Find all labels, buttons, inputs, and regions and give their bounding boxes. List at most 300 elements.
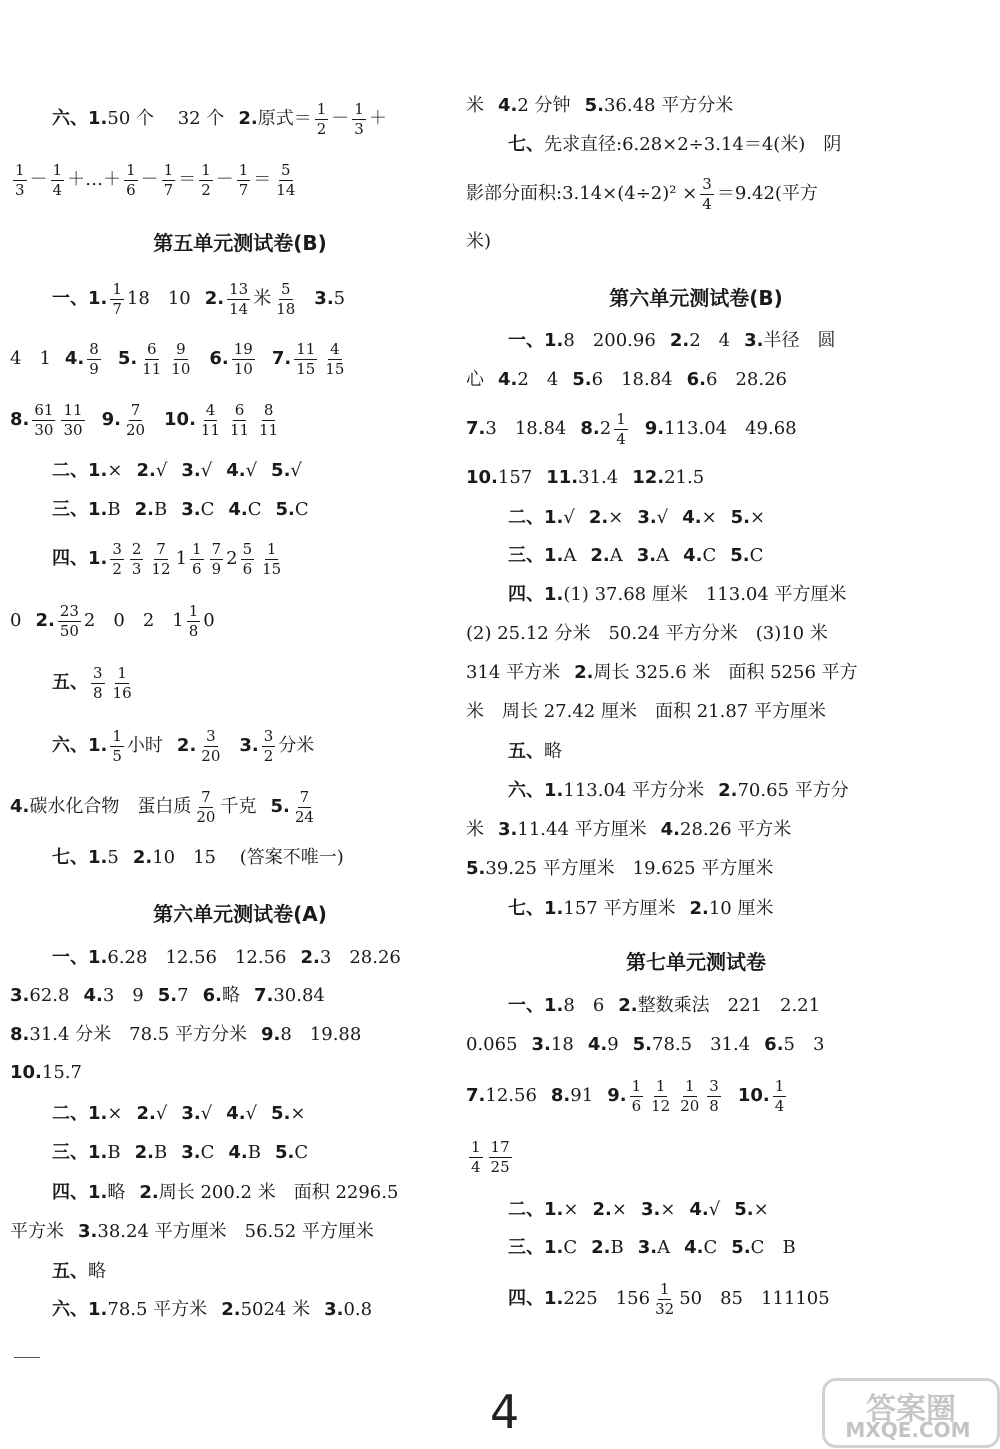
denominator: 7: [112, 299, 122, 318]
answer-line: [52, 1184, 398, 1202]
question-number: 5.: [734, 1199, 754, 1220]
answer-text: －: [29, 169, 48, 190]
fraction: [110, 728, 124, 764]
numerator: 2: [131, 540, 142, 558]
fraction: [87, 341, 101, 377]
numerator: 1: [354, 100, 364, 118]
question-number: 2.: [689, 898, 709, 919]
fraction: [630, 1078, 644, 1114]
denominator: 9: [89, 359, 99, 378]
answer-text: 米): [466, 231, 492, 252]
question-number: 4.: [587, 1034, 608, 1055]
answer-text: 1: [175, 548, 188, 569]
fraction: [124, 402, 147, 438]
answer-line: [508, 743, 562, 761]
question-number: 4.: [683, 545, 703, 566]
question-number: 4.: [228, 1142, 248, 1163]
question-number: 4.: [660, 819, 681, 840]
denominator: 14: [229, 299, 249, 318]
denominator: 3: [131, 559, 142, 578]
answer-text: 31.4 分米 78.5 平方分米: [29, 1024, 247, 1045]
answer-text: 原式＝: [257, 108, 312, 129]
question-number: 5.: [632, 1034, 653, 1055]
numerator: 7: [211, 540, 222, 558]
question-number: 七、: [508, 134, 544, 155]
numerator: 1: [774, 1077, 785, 1095]
answer-text: √: [656, 507, 669, 528]
question-number: 5.: [584, 95, 604, 116]
question-number: 9.: [607, 1085, 627, 1106]
question-number: 3.: [637, 507, 657, 528]
denominator: 11: [259, 420, 279, 439]
answer-text: ×: [107, 1103, 123, 1124]
denominator: 2: [316, 119, 327, 138]
watermark-url: MXQE.COM: [845, 1418, 971, 1442]
numerator: 19: [233, 340, 253, 358]
answer-text: 2 分钟: [517, 95, 571, 116]
answer-text: B: [153, 499, 168, 520]
fraction: [649, 1078, 672, 1114]
answer-line: [466, 97, 733, 115]
answer-text: 平方米: [10, 1221, 64, 1242]
answer-line: [466, 821, 791, 839]
numerator: 1: [684, 1077, 695, 1095]
answer-line: [508, 1239, 796, 1257]
answer-line: [52, 501, 309, 519]
denominator: 20: [196, 807, 216, 826]
numerator: 13: [229, 280, 249, 298]
fraction: [162, 162, 176, 198]
section-heading: 第六单元测试卷(A): [153, 902, 327, 926]
answer-text: 21.5: [664, 467, 705, 488]
answer-line: [466, 1078, 789, 1114]
question-number: 4.: [226, 460, 246, 481]
question-number: 5.: [271, 460, 291, 481]
answer-text: C: [703, 1237, 718, 1258]
answer-text: 62.8: [29, 985, 70, 1006]
denominator: 12: [151, 559, 171, 578]
question-number: 2.: [139, 1182, 159, 1203]
answer-text: 6.28 12.56 12.56: [107, 947, 287, 968]
denominator: 7: [163, 180, 174, 199]
fraction: [274, 281, 297, 317]
question-number: 4.: [226, 1103, 246, 1124]
question-number: 2.: [238, 108, 258, 129]
denominator: 18: [276, 299, 296, 318]
answer-line: [466, 176, 818, 212]
answer-line: [466, 1139, 515, 1175]
answer-line: [466, 860, 773, 878]
denominator: 16: [112, 683, 132, 702]
numerator: 5: [281, 161, 291, 179]
question-number: 6.: [764, 1034, 784, 1055]
denominator: 4: [616, 429, 626, 448]
answer-text: A: [563, 545, 577, 566]
question-number: 2.: [132, 847, 153, 868]
answer-text: 225 156: [563, 1288, 651, 1309]
question-number: 一、1.: [508, 995, 564, 1016]
denominator: 3: [354, 119, 364, 138]
fraction: [614, 411, 628, 447]
answer-text: 18 10: [126, 288, 191, 309]
answer-line: [52, 1144, 308, 1162]
numerator: 1: [471, 1138, 481, 1156]
fraction: [260, 541, 283, 577]
question-number: 2.: [669, 330, 690, 351]
answer-line: [10, 1026, 361, 1044]
answer-line: [52, 1263, 106, 1281]
denominator: 4: [52, 180, 63, 199]
answer-text: 78.5 平方米: [107, 1299, 208, 1320]
question-number: 3.: [181, 460, 201, 481]
question-number: 7.: [466, 418, 486, 439]
answer-text: 113.04 49.68: [664, 418, 797, 439]
question-number: 3.: [531, 1034, 551, 1055]
answer-line: [508, 1201, 769, 1219]
question-number: 5.: [730, 507, 751, 528]
numerator: 1: [117, 664, 127, 682]
numerator: 1: [188, 602, 199, 620]
question-number: 6.: [202, 985, 222, 1006]
question-number: 9.: [101, 409, 121, 430]
answer-text: 0.8: [343, 1299, 373, 1320]
denominator: 2: [201, 180, 211, 199]
answer-line: [466, 625, 828, 643]
answer-line: [466, 233, 491, 251]
question-number: 2.: [590, 545, 610, 566]
fraction: [315, 101, 329, 137]
question-number: 10.: [164, 409, 196, 430]
question-number: 4.: [684, 1237, 704, 1258]
question-number: 六、1.: [508, 780, 564, 801]
answer-text: 5 3: [783, 1034, 825, 1055]
fraction: [707, 1078, 721, 1114]
question-number: 7.: [271, 348, 292, 369]
numerator: 6: [234, 401, 245, 419]
answer-text: A: [657, 1237, 671, 1258]
answer-text: 0.065: [466, 1034, 518, 1055]
answer-text: 36.48 平方分米: [603, 95, 734, 116]
answer-line: [52, 462, 302, 480]
answer-text: (1) 37.68 厘米 113.04 平方厘米: [563, 584, 847, 605]
answer-text: 15.7: [41, 1062, 82, 1083]
question-number: 3.: [744, 330, 764, 351]
question-number: 8.: [10, 409, 30, 430]
question-number: 4.: [64, 348, 85, 369]
fraction: [653, 1281, 676, 1317]
numerator: 1: [192, 540, 202, 558]
numerator: 11: [63, 401, 83, 419]
answer-text: ×: [701, 507, 717, 528]
denominator: 50: [59, 621, 79, 640]
answer-line: [508, 586, 847, 604]
answer-text: C: [749, 545, 764, 566]
question-number: 七、1.: [52, 847, 108, 868]
question-number: 二、1.: [52, 460, 108, 481]
answer-line: [52, 1105, 306, 1123]
question-number: 2.: [221, 1299, 241, 1320]
fraction: [293, 789, 316, 825]
question-number: 2.: [176, 735, 197, 756]
section-heading: 第五单元测试卷(B): [153, 231, 327, 255]
numerator: 7: [201, 788, 211, 806]
answer-text: ×: [107, 460, 123, 481]
denominator: 11: [142, 359, 162, 378]
fraction: [13, 162, 27, 198]
denominator: 6: [126, 180, 136, 199]
question-number: 六、1.: [52, 108, 108, 129]
question-number: 四、1.: [52, 1182, 108, 1203]
numerator: 1: [201, 161, 211, 179]
answer-text: 先求直径:6.28×2÷3.14＝4(米) 阴: [544, 134, 842, 155]
numerator: 3: [709, 1077, 719, 1095]
answer-text: √: [563, 507, 575, 528]
answer-text: 39.25 平方厘米 19.625 平方厘米: [485, 858, 774, 879]
answer-text: 半径 圆: [763, 330, 836, 351]
numerator: 3: [112, 540, 122, 558]
answer-text: 6 28.26: [706, 369, 787, 390]
fraction: [169, 341, 192, 377]
question-number: 2.: [300, 947, 320, 968]
answer-text: √: [155, 1103, 168, 1124]
question-number: 六、1.: [52, 735, 108, 756]
numerator: 1: [316, 100, 327, 118]
fraction: [228, 402, 251, 438]
fraction: [199, 162, 213, 198]
denominator: 20: [680, 1096, 700, 1115]
answer-line: [466, 703, 826, 721]
denominator: 14: [276, 180, 296, 199]
denominator: 2: [263, 746, 274, 765]
answer-text: 略: [88, 1261, 106, 1282]
answer-text: √: [245, 1103, 258, 1124]
answer-text: 10 15 (答案不唯一): [152, 847, 344, 868]
answer-text: C: [200, 499, 215, 520]
answer-text: 3 18.84: [485, 418, 567, 439]
fraction: [149, 541, 172, 577]
question-number: 8.: [550, 1085, 571, 1106]
denominator: 25: [490, 1157, 510, 1176]
answer-text: 略: [221, 985, 240, 1006]
question-number: 5.: [270, 796, 290, 817]
denominator: 15: [262, 559, 282, 578]
question-number: 七、1.: [508, 898, 564, 919]
answer-line: [508, 509, 765, 527]
fraction: [469, 1139, 483, 1175]
denominator: 6: [192, 559, 202, 578]
answer-text: 8 19.88: [280, 1024, 362, 1045]
question-number: 2.: [718, 780, 738, 801]
numerator: 1: [52, 161, 63, 179]
denominator: 11: [230, 420, 250, 439]
answer-text: 70.65 平方分: [737, 780, 849, 801]
answer-text: 91: [570, 1085, 594, 1106]
fraction: [51, 162, 65, 198]
question-number: 5.: [274, 1142, 295, 1163]
numerator: 17: [490, 1138, 510, 1156]
answer-text: B: [107, 1142, 121, 1163]
answer-line: [466, 664, 858, 682]
answer-text: 略: [107, 1182, 126, 1203]
denominator: 10: [171, 359, 191, 378]
numerator: 5: [242, 540, 253, 558]
fraction: [111, 665, 134, 701]
answer-text: 10 厘米: [708, 898, 774, 919]
answer-text: 5: [333, 288, 346, 309]
answer-line: [52, 728, 314, 764]
answer-line: [52, 281, 345, 317]
question-number: 4.: [228, 499, 248, 520]
question-number: 10.: [466, 467, 498, 488]
fraction: [294, 341, 317, 377]
question-number: 3.: [324, 1299, 344, 1320]
answer-text: 影部分面积:3.14×(4÷2)² ×: [466, 183, 698, 204]
answer-text: 3 9: [102, 985, 144, 1006]
denominator: 4: [702, 194, 712, 213]
answer-text: 整数乘法 221 2.21: [637, 995, 821, 1016]
answer-text: √: [200, 460, 213, 481]
answer-line: [508, 136, 841, 154]
answer-text: √: [200, 1103, 213, 1124]
numerator: 7: [299, 788, 310, 806]
answer-line: [52, 1301, 372, 1319]
question-number: 5.: [572, 369, 592, 390]
question-number: 2.: [136, 1103, 156, 1124]
numerator: 3: [206, 727, 216, 745]
numerator: 1: [126, 161, 136, 179]
fraction: [194, 789, 217, 825]
fraction: [91, 665, 105, 701]
answer-text: 2: [226, 548, 238, 569]
question-number: 10.: [737, 1085, 770, 1106]
answer-text: ×: [750, 507, 766, 528]
answer-text: B: [610, 1237, 624, 1258]
fraction: [199, 728, 222, 764]
answer-text: 2 4: [689, 330, 731, 351]
fraction: [323, 341, 346, 377]
fraction: [58, 603, 81, 639]
answer-text: 碳水化合物 蛋白质: [29, 796, 192, 817]
fraction: [678, 1078, 701, 1114]
question-number: 6.: [209, 348, 229, 369]
question-number: 2.: [592, 1199, 612, 1220]
question-number: 2.: [134, 1142, 154, 1163]
fraction: [32, 402, 55, 438]
answer-text: 9: [607, 1034, 619, 1055]
answer-line: [466, 371, 787, 389]
question-number: 二、1.: [508, 507, 564, 528]
answer-line: [10, 402, 283, 438]
question-number: 2.: [588, 507, 609, 528]
answer-text: C: [200, 1142, 215, 1163]
denominator: 4: [774, 1096, 785, 1115]
numerator: 7: [156, 540, 166, 558]
answer-text: 略: [544, 741, 562, 762]
question-number: 5.: [117, 348, 138, 369]
answer-text: 米: [466, 819, 484, 840]
fraction: [257, 402, 280, 438]
question-number: 5.: [157, 985, 178, 1006]
fraction: [187, 603, 201, 639]
denominator: 20: [125, 420, 146, 439]
fraction: [262, 728, 276, 764]
question-number: 4.: [682, 507, 702, 528]
answer-text: B: [247, 1142, 261, 1163]
denominator: 11: [200, 420, 221, 439]
answer-line: [52, 541, 286, 577]
question-number: 3.: [10, 985, 30, 1006]
question-number: 3.: [239, 735, 259, 756]
answer-text: 分米: [278, 735, 315, 756]
question-number: 3.: [181, 499, 201, 520]
question-number: 3.: [181, 1142, 201, 1163]
fraction: [130, 541, 144, 577]
answer-text: A: [656, 545, 670, 566]
question-number: 一、1.: [52, 288, 108, 309]
denominator: 24: [294, 807, 314, 826]
question-number: 9.: [260, 1024, 281, 1045]
answer-text: 314 平方米: [466, 662, 561, 683]
answer-line: [52, 101, 387, 137]
question-number: 12.: [632, 467, 665, 488]
numerator: 1: [655, 1077, 666, 1095]
question-number: 3.: [314, 288, 334, 309]
question-number: 9.: [644, 418, 665, 439]
question-number: 3.: [636, 545, 657, 566]
watermark-logo: 答案圈: [822, 1378, 1000, 1448]
answer-line: [508, 547, 763, 565]
answer-text: ×: [753, 1199, 769, 1220]
answer-text: (2) 25.12 分米 50.24 平方分米 (3)10 米: [466, 623, 828, 644]
numerator: 1: [266, 540, 277, 558]
answer-text: B: [107, 499, 121, 520]
question-number: 2.: [204, 288, 225, 309]
denominator: 10: [233, 359, 253, 378]
question-number: 8.: [580, 418, 600, 439]
fraction: [700, 176, 714, 212]
answer-text: 8 6: [563, 995, 605, 1016]
answer-line: [10, 789, 319, 825]
answer-text: 0: [10, 610, 22, 631]
answer-text: 周长 200.2 米 面积 2296.5: [158, 1182, 399, 1203]
answer-text: －: [215, 169, 234, 190]
question-number: 三、1.: [52, 499, 108, 520]
numerator: 6: [146, 340, 157, 358]
answer-text: 2 4: [517, 369, 559, 390]
question-number: 2.: [35, 610, 55, 631]
question-number: 7.: [466, 1085, 486, 1106]
answer-text: ＋: [368, 108, 387, 129]
numerator: 5: [280, 280, 291, 298]
answer-text: ×: [660, 1199, 676, 1220]
answer-text: ×: [563, 1199, 579, 1220]
answer-text: 米: [253, 288, 272, 309]
numerator: 1: [238, 161, 249, 179]
answer-text: 4 1: [10, 348, 51, 369]
question-number: 五、: [52, 1261, 88, 1282]
question-number: 2.: [136, 460, 156, 481]
page-number: 4: [490, 1385, 520, 1439]
numerator: 7: [130, 401, 141, 419]
denominator: 8: [709, 1096, 719, 1115]
answer-text: ＝: [178, 169, 197, 190]
answer-line: [508, 332, 835, 350]
answer-text: 心: [466, 369, 484, 390]
denominator: 6: [631, 1096, 642, 1115]
question-number: 2.: [591, 1237, 611, 1258]
numerator: 3: [702, 175, 712, 193]
answer-text: ×: [290, 1103, 306, 1124]
